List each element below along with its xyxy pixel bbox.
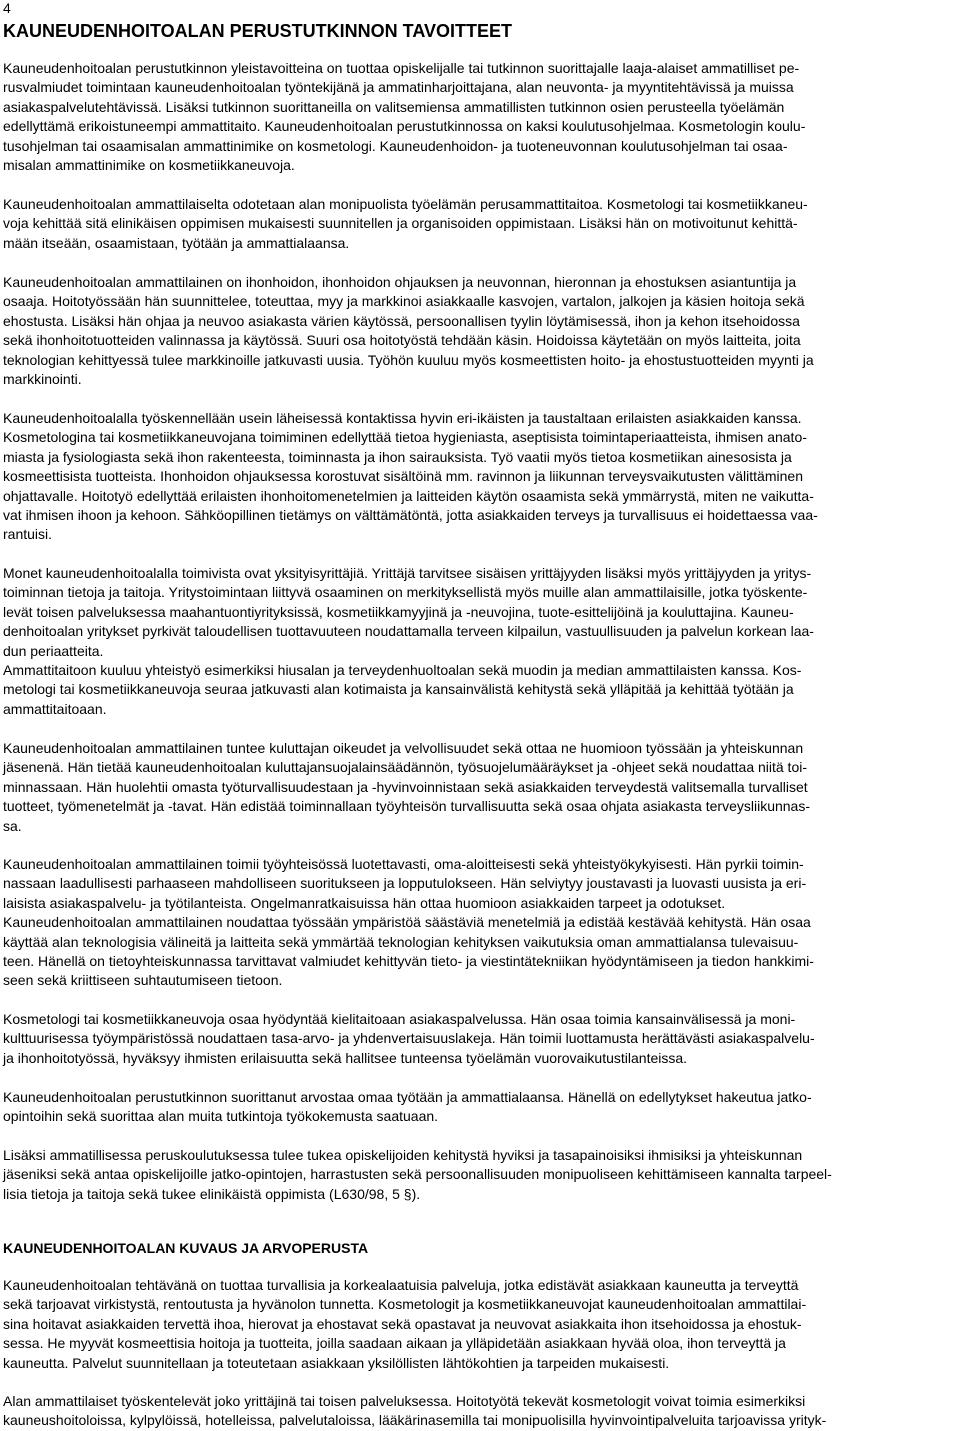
text-line: sekä ihonhoitotuotteiden valinnassa ja käytössä. Suuri osa hoitotyöstä tehdään käsin. Hoidoissa käytetään on myös laitteita, joita: [3, 332, 801, 349]
paragraph-language-skills: [3, 1010, 957, 1068]
text-line: mään itseään, osaamistaan, työtään ja ammattialaansa.: [3, 234, 350, 251]
text-line: nassaan laadullisesti parhaaseen mahdolliseen suoritukseen ja lopputulokseen. Hän selviytyy joustavasti ja luovasti uusista ja eri-: [3, 875, 807, 892]
text-line: miasta ja fysiologiasta sekä ihon rakenteesta, toiminnasta ja ihon sairauksista. Työ vaatii myös tietoa kosmetiikan ainesosista ja: [3, 448, 792, 465]
text-line: metologi tai kosmetiikkaneuvoja seuraa jatkuvasti alan kotimaista ja kansainvälistä kehitystä sekä ylläpitää ja kehittää työtään ja: [3, 681, 794, 698]
text-line: teknologian kehittyessä tulee markkinoille jatkuvasti uusia. Työhön kuuluu myös kosmeettisten hoito- ja ehostustuotteiden myynti ja: [3, 351, 814, 368]
paragraph-workplaces: [3, 1392, 957, 1431]
page-number: 4: [3, 0, 11, 16]
main-title: KAUNEUDENHOITOALAN PERUSTUTKINNON TAVOITTEET: [3, 21, 513, 41]
paragraph-entrepreneurship: [3, 564, 957, 661]
paragraph-cooperation: [3, 661, 957, 719]
text-line: kauneutta. Palvelut suunnitellaan ja toteutetaan asiakkaan yksilöllisten lähtökohtien ja tarpeiden mukaisesti.: [3, 1354, 670, 1371]
text-line: Kauneudenhoitoalan ammattilainen on ihonhoidon, ihonhoidon ohjauksen ja neuvonnan, hieronnan ja ehostuksen asiantuntija ja: [3, 274, 797, 290]
text-line: kauneushoitoloissa, kylpylöissä, hotelleissa, palvelutaloissa, lääkärinasemilla tai monipuolisilla hyvinvointipalveluita tarjoavissa yrityk-: [3, 1412, 827, 1429]
text-line: misalan ammattinimike on kosmetiikkaneuvoja.: [3, 157, 295, 174]
paragraph-field-description: [3, 1276, 957, 1373]
text-line: käyttää alan teknologisia välineitä ja laitteita sekä ymmärtää teknologian kehityksen vaikutuksia oman ammattialansa tulevaisuu-: [3, 933, 799, 950]
text-line: laisista asiakaspalvelu- ja työtilanteista. Ongelmanratkaisuissa hän ottaa huomioon asiakkaiden tarpeet ja odotukset.: [3, 894, 726, 911]
text-line: sessa. He myyvät kosmeettisia hoitoja ja tuotteita, joilla saadaan aikaan ja ylläpidetään asiakkaan hyvää oloa, ihon terveyttä ja: [3, 1335, 786, 1352]
section-title: KAUNEUDENHOITOALAN KUVAUS JA ARVOPERUSTA: [3, 1240, 369, 1256]
text-line: levät toisen palveluksessa maahantuontiyrityksissä, kosmetiikkamyyjinä ja -neuvojina, tuote-esittelijöinä ja kouluttajina. Kauneu-: [3, 603, 794, 620]
text-line: rantuisi.: [3, 526, 53, 543]
text-line: Kauneudenhoitoalan ammattilaiselta odotetaan alan monipuolista työelämän perusammattitaitoa. Kosmetologi tai kosmetiikkaneu-: [3, 196, 808, 212]
paragraph-professional-skills: [3, 195, 957, 253]
text-line: Kauneudenhoitoalan perustutkinnon yleistavoitteina on tuottaa opiskelijalle tai tutkinnon suorittajalle laaja-alaiset ammatilliset pe-: [3, 60, 800, 76]
text-line: edellyttämä erikoistuneempi ammattitaito. Kauneudenhoitoalan perustutkinnossa on kaksi koulutusohjelmaa. Kosmetologin koulu-: [3, 118, 806, 135]
text-line: Alan ammattilaiset työskentelevät joko yrittäjinä tai toisen palveluksessa. Hoitotyötä tekevät kosmetologit voivat toimia esimerkiksi: [3, 1393, 806, 1409]
text-line: Kosmetologi tai kosmetiikkaneuvoja osaa hyödyntää kielitaitoaan asiakaspalvelussa. Hän osaa toimia kansainvälisessä ja moni-: [3, 1011, 796, 1027]
paragraph-vocational-education: [3, 1146, 957, 1204]
text-line: Lisäksi ammatillisessa peruskoulutuksessa tulee tukea opiskelijoiden kehitystä hyviksi ja tasapainoisiksi ihmisiksi ja yhteiskunnan: [3, 1147, 803, 1163]
paragraph-goals-intro: [3, 59, 957, 175]
paragraph-work-community: [3, 855, 957, 991]
paragraph-further-studies: [3, 1088, 957, 1127]
text-line: teen. Hänellä on tietoyhteiskunnassa tarvittavat valmiudet kehittyvän tieto- ja viestintätekniikan hyödyntämiseen ja tiedon hankkimi-: [3, 953, 814, 970]
text-line: dun periaatteita.: [3, 642, 104, 659]
text-line: Kauneudenhoitoalan perustutkinnon suorittanut arvostaa omaa työtään ja ammattialaansa. Hänellä on edellytykset hakeutua jatko-: [3, 1089, 812, 1105]
text-line: kosmeettisista tuotteista. Ihonhoidon ohjauksessa korostuvat sisältöinä mm. ravinnon ja liikunnan terveysvaikutusten välittäminen: [3, 468, 803, 485]
text-line: Ammattitaitoon kuuluu yhteistyö esimerkiksi hiusalan ja terveydenhuoltoalan sekä muodin ja median ammattilaisten kanssa. Kos-: [3, 662, 802, 678]
text-line: jäseniksi sekä antaa opiskelijoille jatko-opintojen, harrastusten sekä persoonallisuuden monipuoliseen kehittämiseen kannalta tarpeel-: [3, 1166, 832, 1183]
text-line: markkinointi.: [3, 371, 82, 388]
paragraph-customer-contact: [3, 409, 957, 545]
text-line: sina hoitavat asiakkaiden tervettä ihoa, hierovat ja ehostavat sekä opastavat ja neuvovat asiakkaita ihon itsehoidossa ja ehostuk-: [3, 1315, 802, 1332]
text-line: ohjattavalle. Hoitotyö edellyttää erilaisten ihonhoitomenetelmien ja laitteiden käytön osaamista sekä ymmärrystä, miten ne vaikutta-: [3, 487, 814, 504]
text-line: lisia tietoja ja taitoja sekä tukee elinikäistä oppimista (L630/98, 5 §).: [3, 1185, 421, 1202]
text-line: tuotteet, työmenetelmät ja -tavat. Hän edistää toiminnallaan työyhteisön turvallisuutta sekä osaa ohjata asiakasta terveysliikunnas-: [3, 798, 810, 815]
text-line: kulttuurisessa työympäristössä noudattaen tasa-arvo- ja yhdenvertaisuuslakeja. Hän toimii luottamusta herättävästi asiakaspalvelu-: [3, 1030, 815, 1047]
text-line: asiakaspalvelutehtävissä. Lisäksi tutkinnon suorittaneilla on valitsemiensa ammatillisten tutkinnon osien perusteella työelämän: [3, 98, 785, 115]
text-line: Monet kauneudenhoitoalalla toimivista ovat yksityisyrittäjiä. Yrittäjä tarvitsee sisäisen yrittäjyyden lisäksi myös yrittäjyyden ja yritys-: [3, 565, 812, 581]
text-line: minnassaan. Hän huolehtii omasta työturvallisuudestaan ja -hyvinvoinnistaan sekä asiakkaiden terveydestä valitsemalla turvalliset: [3, 778, 808, 795]
text-line: vat ihmisen ihoon ja kehoon. Sähköopillinen tietämys on välttämätöntä, jotta asiakkaiden terveys ja turvallisuus ei hoidettaessa vaa-: [3, 507, 818, 524]
text-line: osaaja. Hoitotyössään hän suunnittelee, toteuttaa, myy ja markkinoi asiakkaalle kasvojen, vartalon, jalkojen ja käsien hoitoja sekä: [3, 293, 805, 310]
text-line: Kosmetologina tai kosmetiikkaneuvojana toimiminen edellyttää tietoa hygieniasta, aseptisista toimintaperiaatteista, ihmisen anato-: [3, 429, 807, 446]
text-line: Kauneudenhoitoalan ammattilainen toimii työyhteisössä luotettavasti, oma-aloitteisesti sekä yhteistyökykyisesti. Hän pyrkii toimin-: [3, 856, 804, 872]
text-line: toiminnan tietoja ja taitoja. Yritystoimintaan liittyvä osaaminen on merkityksellistä myös muille alan ammattilaisille, jotka työskente-: [3, 584, 808, 601]
text-line: Kauneudenhoitoalan ammattilainen tuntee kuluttajan oikeudet ja velvollisuudet sekä ottaa ne huomioon työssään ja yhteiskunnan: [3, 740, 804, 756]
text-line: rusvalmiudet toimintaan kauneudenhoitoalan työntekijänä ja ammatinharjoittajana, alan neuvonta- ja myyntitehtävissä ja muissa: [3, 79, 794, 96]
paragraph-consumer-rights: [3, 739, 957, 836]
text-line: Kauneudenhoitoalan tehtävänä on tuottaa turvallisia ja korkealaatuisia palveluja, jotka edistävät asiakkaan kauneutta ja terveyttä: [3, 1277, 799, 1293]
paragraph-expertise: [3, 273, 957, 389]
text-line: jäsenenä. Hän tietää kauneudenhoitoalan kuluttajansuojalainsäädännön, työsuojelumääräykset ja -ohjeet sekä noudattaa niitä toi-: [3, 759, 808, 776]
text-line: voja kehittää sitä elinikäisen oppimisen mukaisesti suunnitellen ja organisoiden oppimistaan. Lisäksi hän on motivoitunut kehittä-: [3, 215, 798, 232]
text-line: ammattitaitoaan.: [3, 700, 107, 717]
text-line: tusohjelman tai osaamisalan ammattinimike on kosmetologi. Kauneudenhoidon- ja tuoteneuvonnan koulutusohjelman tai osaa-: [3, 137, 788, 154]
text-line: denhoitoalan yritykset pyrkivät taloudellisen tuottavuuteen noudattamalla terveen kilpailun, vastuullisuuden ja palvelun korkean laa-: [3, 623, 814, 640]
text-line: Kauneudenhoitoalalla työskennellään usein läheisessä kontaktissa hyvin eri-ikäisten ja taustaltaan erilaisten asiakkaiden kanssa.: [3, 410, 802, 426]
text-line: seen sekä kriittiseen suhtautumiseen tietoon.: [3, 972, 283, 989]
text-line: Kauneudenhoitoalan ammattilainen noudattaa työssään ympäristöä säästäviä menetelmiä ja edistää kestävää kehitystä. Hän osaa: [3, 914, 811, 931]
text-line: sekä tarjoavat virkistystä, rentoutusta ja hyvänolon tunnetta. Kosmetologit ja kosmetiikkaneuvojat kauneudenhoitoalan ammattilai-: [3, 1296, 807, 1313]
text-line: ja ihonhoitotyössä, hyväksyy ihmisten erilaisuutta sekä hallitsee tunteensa työelämän vuorovaikutustilanteissa.: [3, 1049, 688, 1066]
text-line: ehostusta. Lisäksi hän ohjaa ja neuvoo asiakasta värien käytössä, persoonallisen tyylin löytämisessä, ihon ja kehon itsehoidossa: [3, 312, 800, 329]
text-line: sa.: [3, 817, 22, 834]
text-line: opintoihin sekä suorittaa alan muita tutkintoja työkokemusta saatuaan.: [3, 1108, 439, 1125]
